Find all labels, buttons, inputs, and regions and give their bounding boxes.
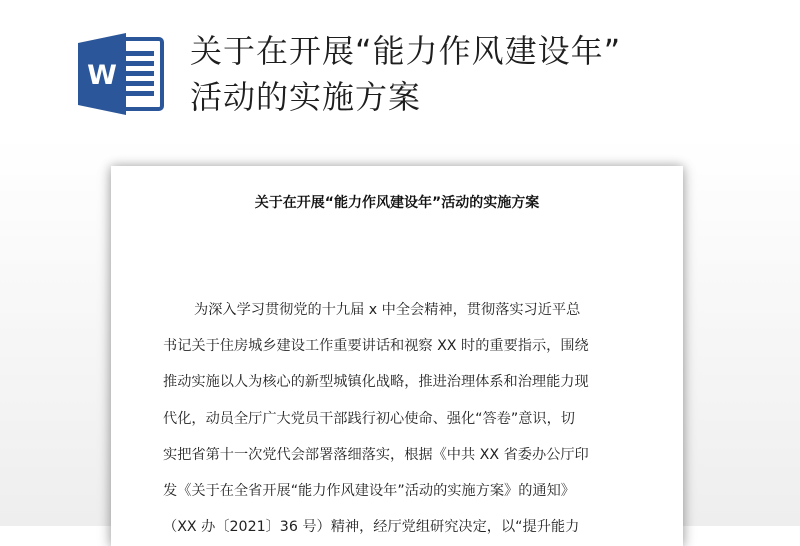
word-icon-letter: W xyxy=(87,60,117,91)
body-line: 为深入学习贯彻党的十九届 x 中全会精神，贯彻落实习近平总 xyxy=(194,302,581,318)
body-line: 实把省第十一次党代会部署落细落实，根据《中共 XX 省委办公厅印 xyxy=(163,446,589,463)
page-title-line-2: 活动的实施方案 xyxy=(190,78,422,116)
document-page xyxy=(111,166,683,546)
word-document-icon xyxy=(76,31,164,115)
body-line: 代化，动员全厅广大党员干部践行初心使命、强化“答卷”意识，切 xyxy=(163,410,575,427)
document-preview-header xyxy=(0,0,800,150)
body-line: （XX 办〔2021〕36 号）精神，经厅党组研究决定，以“提升能力 xyxy=(163,519,580,536)
page-title-line-1: 关于在开展“能力作风建设年” xyxy=(190,32,622,70)
body-line: 推动实施以人为核心的新型城镇化战略，推进治理体系和治理能力现 xyxy=(163,374,589,391)
document-body xyxy=(163,292,633,545)
body-line: 发《关于在全省开展“能力作风建设年”活动的实施方案》的通知》 xyxy=(163,482,575,499)
body-line: 书记关于住房城乡建设工作重要讲话和视察 XX 时的重要指示，围绕 xyxy=(163,338,589,355)
document-title: 关于在开展“能力作风建设年”活动的实施方案 xyxy=(254,195,540,211)
page-title xyxy=(190,28,770,120)
